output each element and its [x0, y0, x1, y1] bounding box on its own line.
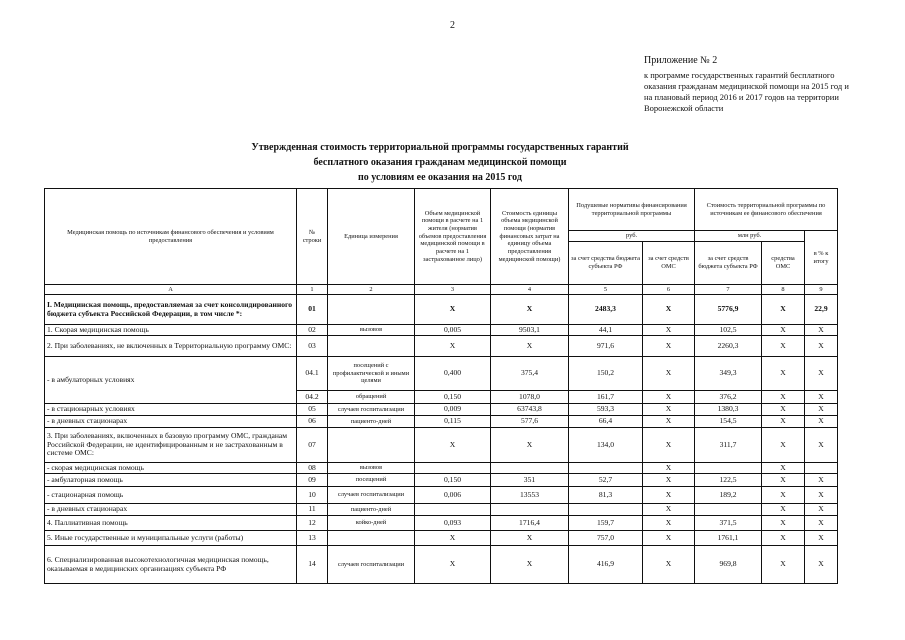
row-oms-mln: X [762, 516, 805, 531]
row-unit: посещений [328, 474, 415, 487]
row-volume: X [415, 428, 491, 463]
row-unit-cost: 9503,1 [491, 325, 569, 336]
row-percent: X [805, 504, 838, 516]
row-budget-rub [569, 504, 643, 516]
row-budget-mln: 2260,3 [695, 336, 762, 357]
row-percent: X [805, 546, 838, 584]
row-budget-mln: 349,3 [695, 357, 762, 391]
row-budget-mln: 122,5 [695, 474, 762, 487]
table-row [45, 325, 838, 336]
row-percent: 22,9 [805, 295, 838, 325]
header-budget-rub: за счет средства бюджета субъекта РФ [569, 242, 643, 285]
row-unit: случаев госпитализации [328, 404, 415, 416]
row-budget-rub: 593,3 [569, 404, 643, 416]
row-budget-mln: 5776,9 [695, 295, 762, 325]
row-budget-mln [695, 463, 762, 474]
row-no: 09 [297, 474, 328, 487]
row-oms-rub: X [643, 295, 695, 325]
row-no: 04.2 [297, 391, 328, 404]
row-unit: посещений с профилактической и иными целями [328, 357, 415, 391]
appendix-block [644, 55, 849, 114]
row-budget-mln: 371,5 [695, 516, 762, 531]
row-oms-rub: X [643, 546, 695, 584]
header-per-capita: Подушевые нормативы финансирования территориальной программы [569, 189, 695, 231]
table-row [45, 357, 838, 391]
row-budget-rub: 150,2 [569, 357, 643, 391]
row-unit [328, 295, 415, 325]
row-budget-mln: 1380,3 [695, 404, 762, 416]
table-row [45, 516, 838, 531]
row-budget-mln [695, 504, 762, 516]
row-budget-mln: 102,5 [695, 325, 762, 336]
row-name: 1. Скорая медицинская помощь [45, 325, 297, 336]
row-unit-cost: X [491, 336, 569, 357]
row-no: 07 [297, 428, 328, 463]
row-oms-mln: X [762, 295, 805, 325]
colnum: 1 [297, 285, 328, 295]
heading-line-2: бесплатного оказания гражданам медицинской помощи [313, 157, 567, 168]
row-budget-rub [569, 463, 643, 474]
row-unit-cost: 375,4 [491, 357, 569, 391]
row-oms-rub: X [643, 474, 695, 487]
row-budget-mln: 969,8 [695, 546, 762, 584]
colnum: 4 [491, 285, 569, 295]
row-oms-mln: X [762, 463, 805, 474]
row-percent: X [805, 428, 838, 463]
row-oms-mln: X [762, 404, 805, 416]
colnum: 2 [328, 285, 415, 295]
header-oms-mln: средства ОМС [762, 242, 805, 285]
colnum: 8 [762, 285, 805, 295]
row-name: I. Медицинская помощь, предоставляемая за счет консолидированного бюджета субъекта Российской Федерации, в том числе *: [45, 295, 297, 325]
row-no: 01 [297, 295, 328, 325]
table-row [45, 463, 838, 474]
row-oms-mln: X [762, 391, 805, 404]
row-budget-mln: 311,7 [695, 428, 762, 463]
row-percent [805, 463, 838, 474]
row-unit: пациенто-дней [328, 504, 415, 516]
colnum: 6 [643, 285, 695, 295]
row-unit: вызовов [328, 325, 415, 336]
row-oms-rub: X [643, 357, 695, 391]
table-row [45, 546, 838, 584]
header-budget-mln: за счет средств бюджета субъекта РФ [695, 242, 762, 285]
row-percent: X [805, 516, 838, 531]
heading-line-1: Утвержденная стоимость территориальной программы государственных гарантий [251, 142, 629, 153]
row-percent: X [805, 357, 838, 391]
row-unit [328, 428, 415, 463]
row-unit-cost: 13553 [491, 487, 569, 504]
row-no: 11 [297, 504, 328, 516]
row-oms-rub: X [643, 487, 695, 504]
row-volume: 0,400 [415, 357, 491, 391]
row-oms-mln: X [762, 357, 805, 391]
row-name: - в дневных стационарах [45, 416, 297, 428]
row-no: 13 [297, 531, 328, 546]
row-unit-cost: 351 [491, 474, 569, 487]
row-oms-mln: X [762, 336, 805, 357]
appendix-title: Приложение № 2 [644, 55, 718, 66]
row-budget-rub: 134,0 [569, 428, 643, 463]
header-unit-cost: Стоимость единицы объема медицинской помощи (норматив финансовых затрат на единицу объема предоставления медицинской помощи) [491, 189, 569, 285]
row-percent: X [805, 416, 838, 428]
colnum: 5 [569, 285, 643, 295]
row-oms-rub: X [643, 336, 695, 357]
row-oms-mln: X [762, 487, 805, 504]
row-percent: X [805, 404, 838, 416]
cost-table [44, 188, 838, 584]
row-name: - скорая медицинская помощь [45, 463, 297, 474]
row-name: - амбулаторная помощь [45, 474, 297, 487]
row-oms-rub: X [643, 463, 695, 474]
row-budget-rub: 44,1 [569, 325, 643, 336]
row-budget-mln: 189,2 [695, 487, 762, 504]
colnum: 9 [805, 285, 838, 295]
row-no: 12 [297, 516, 328, 531]
row-no: 02 [297, 325, 328, 336]
row-budget-mln: 1761,1 [695, 531, 762, 546]
header-unit: Единица измерения [328, 189, 415, 285]
table-row [45, 295, 838, 325]
header-row-no: № строки [297, 189, 328, 285]
row-no: 14 [297, 546, 328, 584]
row-name: 2. При заболеваниях, не включенных в Территориальную программу ОМС: [45, 336, 297, 357]
row-unit-cost: X [491, 546, 569, 584]
header-source: Медицинская помощь по источникам финансового обеспечения и условиям предоставления [45, 189, 297, 285]
row-no: 06 [297, 416, 328, 428]
row-budget-rub: 757,0 [569, 531, 643, 546]
row-name: 6. Специализированная высокотехнологичная медицинская помощь, оказываемая в медицинских организациях субъекта РФ [45, 546, 297, 584]
document-heading [200, 140, 680, 185]
row-unit: койко-дней [328, 516, 415, 531]
table-row [45, 531, 838, 546]
row-volume: X [415, 336, 491, 357]
table-row [45, 336, 838, 357]
row-budget-mln: 154,5 [695, 416, 762, 428]
row-oms-mln: X [762, 428, 805, 463]
row-unit-cost: 577,6 [491, 416, 569, 428]
row-budget-rub: 66,4 [569, 416, 643, 428]
heading-line-3: по условиям ее оказания на 2015 год [358, 172, 522, 183]
row-unit-cost: X [491, 295, 569, 325]
page-number: 2 [450, 20, 455, 31]
colnum: 7 [695, 285, 762, 295]
row-volume: X [415, 531, 491, 546]
row-unit-cost: 1078,0 [491, 391, 569, 404]
row-volume: 0,005 [415, 325, 491, 336]
row-percent: X [805, 487, 838, 504]
row-oms-mln: X [762, 325, 805, 336]
table-row [45, 404, 838, 416]
row-oms-mln: X [762, 416, 805, 428]
table-row [45, 428, 838, 463]
row-budget-rub: 161,7 [569, 391, 643, 404]
row-budget-rub: 81,3 [569, 487, 643, 504]
row-oms-rub: X [643, 504, 695, 516]
row-percent: X [805, 474, 838, 487]
row-name: 3. При заболеваниях, включенных в базовую программу ОМС, гражданам Российской Федерации, не идентифицированным и не застрахованным в системе ОМС: [45, 428, 297, 463]
header-rub: руб. [569, 231, 695, 242]
row-name: 4. Паллиативная помощь [45, 516, 297, 531]
row-unit-cost: X [491, 428, 569, 463]
row-unit-cost: 1716,4 [491, 516, 569, 531]
row-percent: X [805, 531, 838, 546]
row-volume: 0,006 [415, 487, 491, 504]
row-volume: 0,150 [415, 391, 491, 404]
row-unit: обращений [328, 391, 415, 404]
row-oms-rub: X [643, 391, 695, 404]
row-no: 08 [297, 463, 328, 474]
table-row [45, 416, 838, 428]
row-budget-rub: 2483,3 [569, 295, 643, 325]
row-volume: 0,009 [415, 404, 491, 416]
header-percent: в % к итогу [805, 231, 838, 285]
row-oms-mln: X [762, 474, 805, 487]
row-name: - в дневных стационарах [45, 504, 297, 516]
row-no: 10 [297, 487, 328, 504]
row-percent: X [805, 391, 838, 404]
row-volume: X [415, 295, 491, 325]
row-unit: случаев госпитализации [328, 546, 415, 584]
row-volume: 0,093 [415, 516, 491, 531]
row-unit [328, 531, 415, 546]
row-unit: вызовов [328, 463, 415, 474]
row-oms-mln: X [762, 531, 805, 546]
row-name: - в амбулаторных условиях [45, 357, 297, 404]
row-oms-mln: X [762, 504, 805, 516]
table-row [45, 504, 838, 516]
row-volume [415, 504, 491, 516]
table-row [45, 474, 838, 487]
header-oms-rub: за счет средств ОМС [643, 242, 695, 285]
row-budget-rub: 159,7 [569, 516, 643, 531]
row-budget-rub: 52,7 [569, 474, 643, 487]
row-unit: случаев госпитализации [328, 487, 415, 504]
row-oms-rub: X [643, 428, 695, 463]
row-name: 5. Иные государственные и муниципальные услуги (работы) [45, 531, 297, 546]
row-no: 05 [297, 404, 328, 416]
row-no: 04.1 [297, 357, 328, 391]
header-volume: Объем медицинской помощи в расчете на 1 жителя (норматив объемов предоставления медицинской помощи в расчете на 1 застрахованное лицо) [415, 189, 491, 285]
row-oms-rub: X [643, 531, 695, 546]
appendix-text: к программе государственных гарантий бесплатного оказания гражданам медицинской помощи на 2015 год и на плановый период 2016 и 2017 годов на территории Воронежской области [644, 70, 849, 113]
colnum: А [45, 285, 297, 295]
row-unit: пациенто-дней [328, 416, 415, 428]
row-budget-rub: 416,9 [569, 546, 643, 584]
row-name: - в стационарных условиях [45, 404, 297, 416]
row-volume: 0,115 [415, 416, 491, 428]
row-percent: X [805, 336, 838, 357]
colnum: 3 [415, 285, 491, 295]
row-unit-cost [491, 504, 569, 516]
row-oms-mln: X [762, 546, 805, 584]
row-oms-rub: X [643, 325, 695, 336]
row-oms-rub: X [643, 516, 695, 531]
row-percent: X [805, 325, 838, 336]
row-unit-cost: X [491, 531, 569, 546]
row-budget-rub: 971,6 [569, 336, 643, 357]
row-unit-cost: 63743,8 [491, 404, 569, 416]
row-no: 03 [297, 336, 328, 357]
row-oms-rub: X [643, 416, 695, 428]
row-unit [328, 336, 415, 357]
table-row [45, 487, 838, 504]
row-oms-rub: X [643, 404, 695, 416]
header-mln-rub: млн руб. [695, 231, 805, 242]
row-volume [415, 463, 491, 474]
row-name: - стационарная помощь [45, 487, 297, 504]
row-volume: 0,150 [415, 474, 491, 487]
row-unit-cost [491, 463, 569, 474]
header-cost: Стоимость территориальной программы по источникам ее финансового обеспечения [695, 189, 838, 231]
row-volume: X [415, 546, 491, 584]
row-budget-mln: 376,2 [695, 391, 762, 404]
